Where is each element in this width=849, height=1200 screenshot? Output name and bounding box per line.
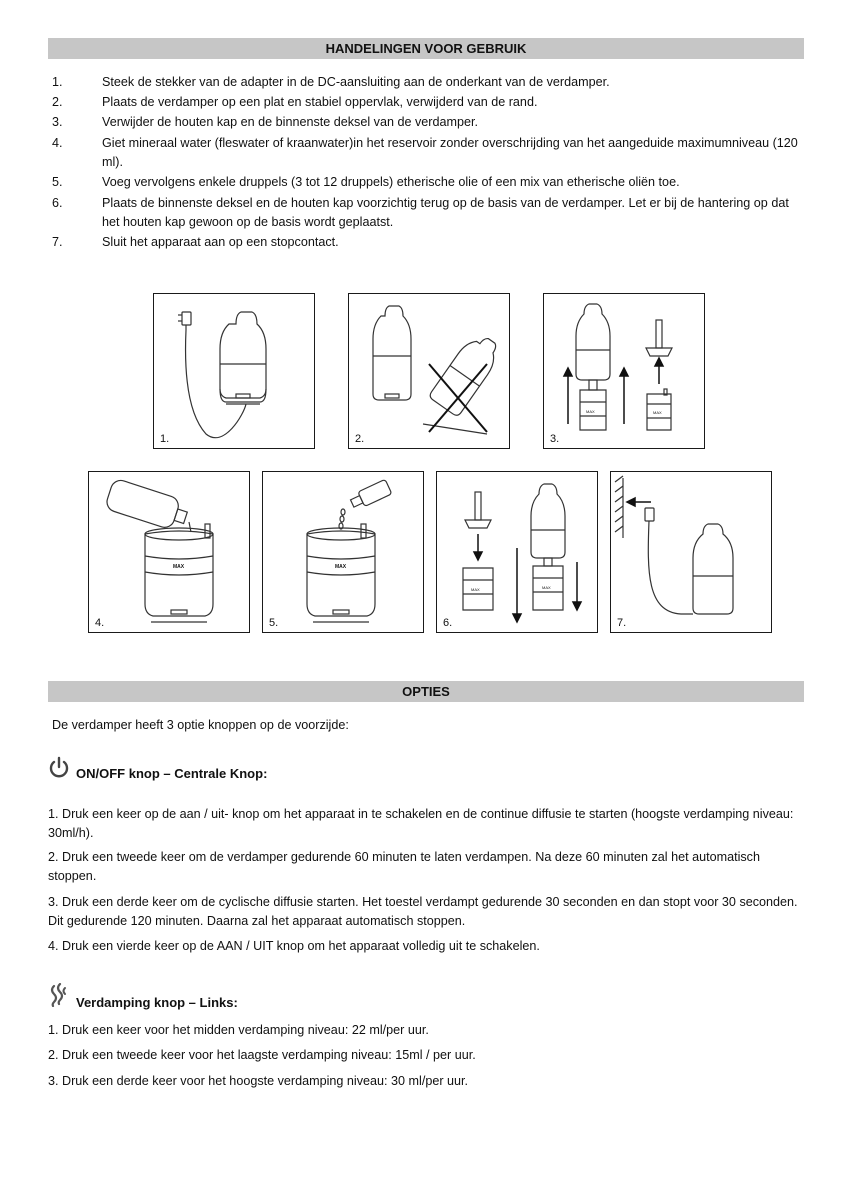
panel-label: 5. <box>269 617 279 629</box>
mist-heading <box>48 983 238 1010</box>
step-item <box>52 73 804 93</box>
add-oil-illustration <box>263 472 423 632</box>
step-number: 3. <box>52 115 63 130</box>
illustration-panel-3 <box>543 293 705 449</box>
step-text: Verwijder de houten kap en de binnenste deksel van de verdamper. <box>102 115 478 130</box>
step-text: Plaats de verdamper op een plat en stabiel oppervlak, verwijderd van de rand. <box>102 95 538 110</box>
step-number: 1. <box>52 75 63 89</box>
step-number: 4. <box>52 135 63 150</box>
onoff-heading-text: ON/OFF knop – Centrale Knop: <box>76 766 268 781</box>
illustration-panel-4 <box>88 471 250 633</box>
mist-item: 1. Druk een keer voor het midden verdamping niveau: 22 ml/per uur. <box>48 1023 429 1037</box>
power-icon <box>48 756 70 781</box>
illustration-panel-1 <box>153 293 315 449</box>
step-number: 2. <box>52 95 63 110</box>
remove-cover-illustration <box>544 294 704 448</box>
step-item <box>52 233 804 253</box>
plug-in-illustration <box>611 472 771 632</box>
panel-label: 2. <box>355 433 365 445</box>
step-text: Plaats de binnenste deksel en de houten kap voorzichtig terug op de basis van de verdamper. Let er bij de hantering op dat het houten kap gewoon op de basis wordt geplaatst. <box>102 195 789 230</box>
section-title-handelingen: HANDELINGEN VOOR GEBRUIK <box>48 38 804 59</box>
onoff-item: 4. Druk een vierde keer op de AAN / UIT knop om het apparaat volledig uit te schakelen. <box>48 939 540 953</box>
panel-label: 4. <box>95 617 105 629</box>
mist-icon <box>48 983 70 1010</box>
step-text: Steek de stekker van de adapter in de DC-aansluiting aan de onderkant van de verdamper. <box>102 75 610 89</box>
illustration-panel-5 <box>262 471 424 633</box>
max-mark: MAX <box>542 585 551 590</box>
panel-label: 6. <box>443 617 453 629</box>
step-text: Sluit het apparaat aan op een stopcontact. <box>102 235 339 250</box>
mist-item: 3. Druk een derde keer voor het hoogste verdamping niveau: 30 ml/per uur. <box>48 1074 469 1088</box>
onoff-item: 3. Druk een derde keer om de cyclische diffusie starten. Het toestel verdampt gedurende 30 seconden en dan stopt voor 30 seconden. Dit gedurende 120 minuten. Daarna zal het apparaat automatisch stoppen. <box>48 895 798 928</box>
pour-water-illustration <box>89 472 249 632</box>
illustration-panel-2 <box>348 293 510 449</box>
mist-heading-text: Verdamping knop – Links: <box>76 995 238 1010</box>
step-item <box>52 134 804 173</box>
step-item <box>52 93 804 113</box>
mist-item: 2. Druk een tweede keer voor het laagste verdamping niveau: 15ml / per uur. <box>48 1048 476 1062</box>
step-text: Giet mineraal water (fleswater of kraanwater)in het reservoir zonder overschrijding van het aangeduide maximumniveau (120 ml). <box>102 135 798 170</box>
diffuser-plug-illustration <box>154 294 314 448</box>
step-item <box>52 194 804 233</box>
onoff-heading <box>48 756 267 781</box>
max-mark: MAX <box>471 587 480 592</box>
illustration-panel-6 <box>436 471 598 633</box>
panel-label: 1. <box>160 433 170 445</box>
step-text: Voeg vervolgens enkele druppels (3 tot 12 druppels) etherische olie of een mix van etherische oliën toe. <box>102 175 680 190</box>
step-item <box>52 113 804 133</box>
instruction-steps <box>52 73 804 254</box>
max-mark: MAX <box>173 564 185 570</box>
panel-label: 7. <box>617 617 627 629</box>
illustration-panel-7 <box>610 471 772 633</box>
onoff-item: 2. Druk een tweede keer om de verdamper gedurende 60 minuten te laten verdampen. Na deze 60 minuten zal het automatisch stoppen. <box>48 850 760 883</box>
panel-label: 3. <box>550 433 560 445</box>
section-title-opties: OPTIES <box>48 681 804 702</box>
options-intro: De verdamper heeft 3 optie knoppen op de voorzijde: <box>52 718 349 732</box>
max-mark: MAX <box>335 564 347 570</box>
step-number: 6. <box>52 195 63 210</box>
max-mark: MAX <box>586 409 595 414</box>
step-number: 5. <box>52 175 63 190</box>
flat-surface-illustration <box>349 294 509 448</box>
step-number: 7. <box>52 235 63 250</box>
onoff-item: 1. Druk een keer op de aan / uit- knop om het apparaat in te schakelen en de continue diffusie te starten (hoogste verdamping niveau: 30ml/h). <box>48 807 794 840</box>
step-item <box>52 173 804 193</box>
max-mark: MAX <box>653 410 662 415</box>
replace-cover-illustration <box>437 472 597 632</box>
